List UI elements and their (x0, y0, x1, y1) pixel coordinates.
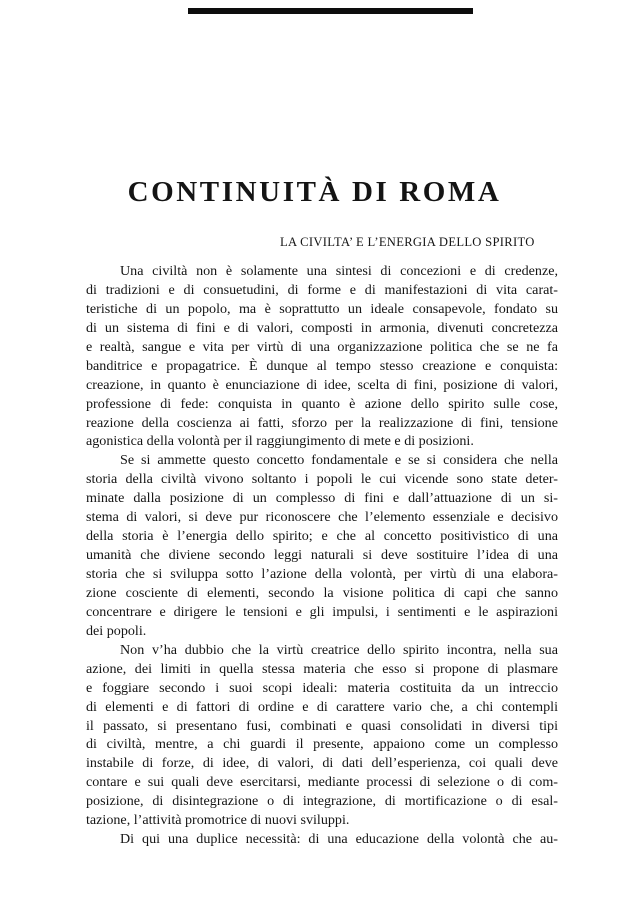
text-line: reazione della coscienza ai fatti, sforzo per la realizzazione di fini, tensione (86, 414, 558, 431)
text-line: Non v’ha dubbio che la virtù creatrice dello spirito incontra, nella sua (120, 641, 558, 658)
text-line: contare e sui quali deve esercitarsi, mediante processi di selezione o di com- (86, 774, 558, 791)
text-line: il passato, si presentano fusi, combinati e quasi consolidati in diversi tipi (86, 717, 558, 734)
text-line: creazione, in quanto è enunciazione di idee, scelta di fini, posizione di valori, (86, 376, 558, 393)
body-text (86, 262, 558, 849)
text-line: Se si ammette questo concetto fondamentale e se si considera che nella (120, 452, 558, 469)
page-title: CONTINUITÀ DI ROMA (127, 176, 502, 208)
text-line: Una civiltà non è solamente una sintesi di concezioni e di credenze, (120, 263, 558, 279)
text-line: instabile di forze, di idee, di valori, di dati dell’esperienza, coi quali deve (86, 755, 558, 772)
text-line: della storia è l’energia dello spirito; e che al concetto positivistico di una (86, 528, 558, 545)
text-line: di elementi e di fattori di ordine e di carattere vario che, a chi contempli (86, 698, 558, 715)
text-line: posizione, di disintegrazione o di integrazione, di mortificazione o di esal- (86, 793, 558, 810)
text-line: stema di valori, si deve pur riconoscere che l’elemento essenziale e decisivo (86, 509, 558, 526)
paragraph (86, 641, 558, 830)
text-line: minate dalla posizione di un complesso di fini e dall’attuazione di un si- (86, 490, 558, 507)
top-rule (188, 8, 473, 14)
text-line: di tradizioni e di consuetudini, di forme e di manifestazioni di vita carat- (86, 281, 558, 298)
text-line: e realtà, sangue e vita per virtù di una organizzazione politica che se ne fa (86, 338, 558, 355)
text-line: tazione, l’attività promotrice di nuovi sviluppi. (86, 812, 350, 829)
text-line: storia della civiltà vivono soltanto i popoli le cui vicende sono state deter- (86, 471, 558, 488)
paragraph (86, 262, 558, 451)
text-line: di civiltà, mentre, a chi guardi il presente, appaiono come un complesso (86, 736, 558, 753)
text-line: umanità che diviene secondo leggi naturali si deve sostituire l’idea di una (86, 547, 558, 564)
text-line: teristiche di un popolo, ma è soprattutto un ideale consapevole, fondato su (86, 300, 558, 317)
text-line: e foggiare secondo i suoi scopi ideali: materia costituita da un intreccio (86, 679, 558, 696)
section-subtitle: LA CIVILTA’ E L’ENERGIA DELLO SPIRITO (280, 235, 535, 249)
text-line: dei popoli. (86, 622, 147, 639)
text-line: agonistica della volontà per il raggiungimento di mete e di posizioni. (86, 433, 474, 450)
text-line: storia che si sviluppa sotto l’azione della volontà, per virtù di una elabora- (86, 566, 558, 582)
text-line: concentrare e dirigere le tensioni e gli impulsi, i sentimenti e le aspirazioni (86, 603, 558, 620)
text-line: di un sistema di fini e di valori, composti in armonia, divenuti concretezza (86, 319, 558, 336)
paragraph (86, 451, 558, 640)
text-line: zione cosciente di elementi, secondo la visione politica di capi che sanno (86, 584, 558, 601)
text-line: Di qui una duplice necessità: di una educazione della volontà che au- (120, 831, 558, 848)
text-line: banditrice e propagatrice. È dunque al tempo stesso creazione e conquista: (86, 357, 558, 374)
text-line: azione, dei limiti in quella stessa materia che esso si propone di plasmare (86, 660, 558, 677)
text-line: professione di fede: conquista in quanto è azione dello spirito sulle cose, (86, 395, 558, 412)
paragraph (86, 830, 558, 849)
